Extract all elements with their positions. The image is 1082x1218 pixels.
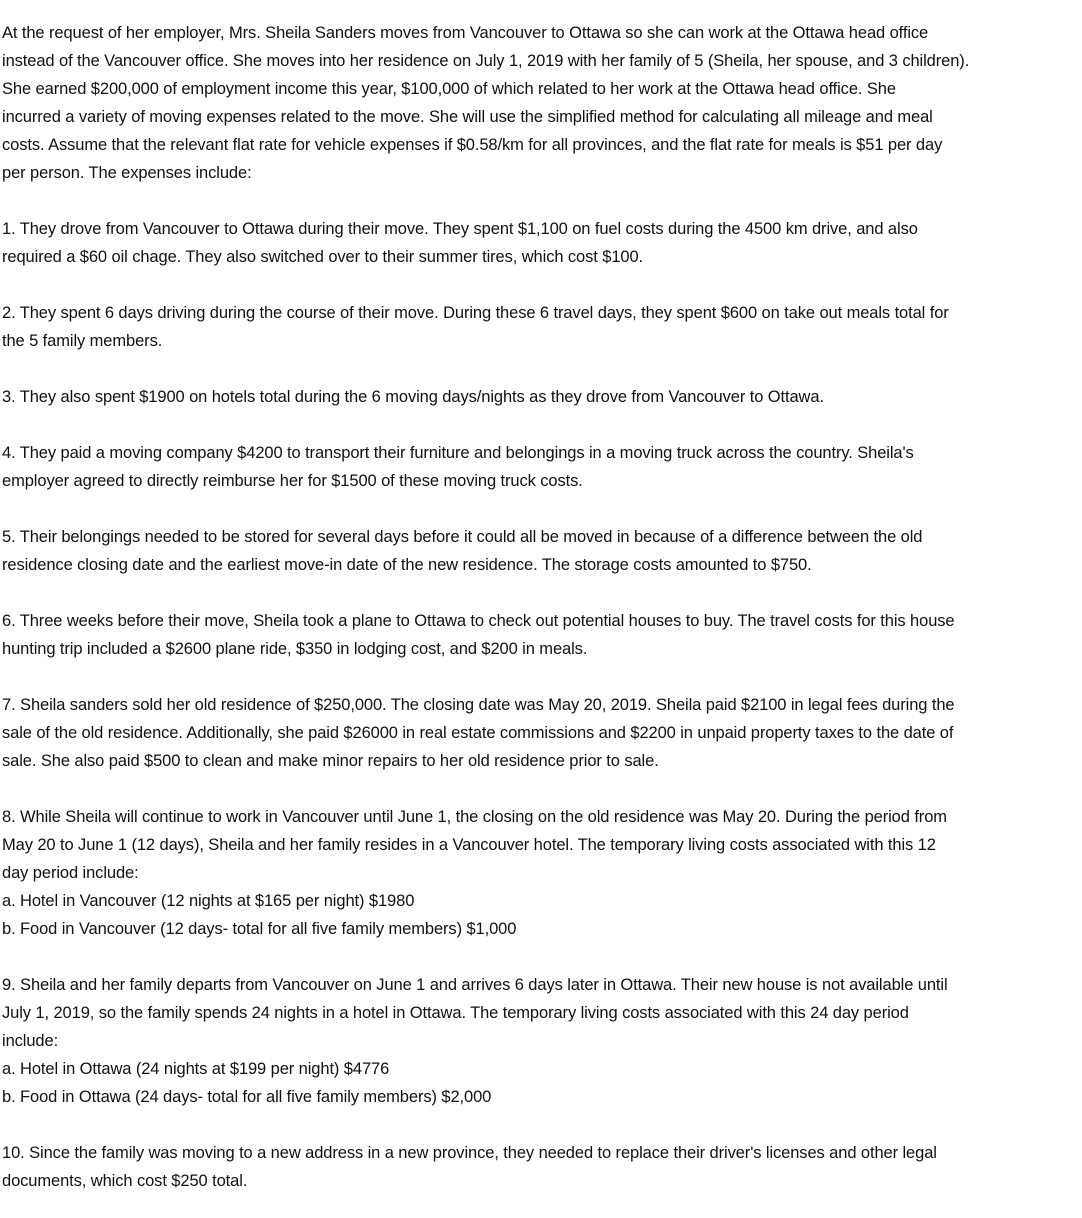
paragraph-gap <box>2 1111 1076 1139</box>
expense-item-line: b. Food in Vancouver (12 days- total for all five family members) $1,000 <box>2 920 517 938</box>
expense-item-1 <box>2 215 1076 271</box>
expense-item-line: 10. Since the family was moving to a new address in a new province, they needed to replace their driver's licenses and other legal <box>2 1144 937 1162</box>
paragraph-gap <box>2 495 1076 523</box>
expense-item-line: 6. Three weeks before their move, Sheila took a plane to Ottawa to check out potential houses to buy. The travel costs for this house <box>2 612 955 630</box>
expense-item-line: employer agreed to directly reimburse her for $1500 of these moving truck costs. <box>2 472 583 490</box>
paragraph-gap <box>2 579 1076 607</box>
expense-item-line: 2. They spent 6 days driving during the course of their move. During these 6 travel days, they spent $600 on take out meals total for <box>2 304 949 322</box>
expense-item-line: 3. They also spent $1900 on hotels total during the 6 moving days/nights as they drove from Vancouver to Ottawa. <box>2 388 824 406</box>
expense-item-line: May 20 to June 1 (12 days), Sheila and her family resides in a Vancouver hotel. The temporary living costs associated with this 12 <box>2 836 936 854</box>
intro-line: At the request of her employer, Mrs. Sheila Sanders moves from Vancouver to Ottawa so she can work at the Ottawa head office <box>2 24 929 42</box>
intro-paragraph <box>2 19 1076 187</box>
paragraph-gap <box>2 663 1076 691</box>
intro-line: per person. The expenses include: <box>2 164 252 182</box>
expense-item-line: July 1, 2019, so the family spends 24 nights in a hotel in Ottawa. The temporary living costs associated with this 24 day period <box>2 1004 909 1022</box>
paragraph-gap <box>2 271 1076 299</box>
intro-line: instead of the Vancouver office. She moves into her residence on July 1, 2019 with her family of 5 (Sheila, her spouse, and 3 children). <box>2 52 970 70</box>
expense-item-line: sale of the old residence. Additionally, she paid $26000 in real estate commissions and $2200 in unpaid property taxes to the date of <box>2 724 954 742</box>
intro-line: incurred a variety of moving expenses related to the move. She will use the simplified method for calculating all mileage and meal <box>2 108 933 126</box>
expense-item-line: hunting trip included a $2600 plane ride, $350 in lodging cost, and $200 in meals. <box>2 640 588 658</box>
expense-item-7 <box>2 691 1076 775</box>
expense-item-8 <box>2 803 1076 943</box>
expense-item-line: sale. She also paid $500 to clean and make minor repairs to her old residence prior to sale. <box>2 752 659 770</box>
expense-item-4 <box>2 439 1076 495</box>
expense-item-line: residence closing date and the earliest move-in date of the new residence. The storage costs amounted to $750. <box>2 556 812 574</box>
expense-item-line: the 5 family members. <box>2 332 163 350</box>
expense-list <box>2 187 1076 1195</box>
paragraph-gap <box>2 355 1076 383</box>
paragraph-gap <box>2 775 1076 803</box>
expense-item-line: 5. Their belongings needed to be stored for several days before it could all be moved in because of a difference between the old <box>2 528 923 546</box>
expense-item-10 <box>2 1139 1076 1195</box>
intro-line: costs. Assume that the relevant flat rate for vehicle expenses if $0.58/km for all provinces, and the flat rate for meals is $51 per day <box>2 136 943 154</box>
paragraph-gap <box>2 411 1076 439</box>
expense-item-line: required a $60 oil chage. They also switched over to their summer tires, which cost $100. <box>2 248 644 266</box>
expense-item-2 <box>2 299 1076 355</box>
expense-item-6 <box>2 607 1076 663</box>
expense-item-9 <box>2 971 1076 1111</box>
expense-item-line: documents, which cost $250 total. <box>2 1172 248 1190</box>
paragraph-gap <box>2 943 1076 971</box>
expense-item-3 <box>2 383 1076 411</box>
expense-item-line: 1. They drove from Vancouver to Ottawa during their move. They spent $1,100 on fuel costs during the 4500 km drive, and also <box>2 220 918 238</box>
document-body <box>2 19 1076 1195</box>
expense-item-5 <box>2 523 1076 579</box>
expense-item-line: 9. Sheila and her family departs from Vancouver on June 1 and arrives 6 days later in Ottawa. Their new house is not available until <box>2 976 948 994</box>
expense-item-line: day period include: <box>2 864 139 882</box>
paragraph-gap <box>2 187 1076 215</box>
intro-line: She earned $200,000 of employment income this year, $100,000 of which related to her work at the Ottawa head office. She <box>2 80 896 98</box>
expense-item-line: a. Hotel in Ottawa (24 nights at $199 per night) $4776 <box>2 1060 390 1078</box>
expense-item-line: 8. While Sheila will continue to work in Vancouver until June 1, the closing on the old residence was May 20. During the period from <box>2 808 947 826</box>
expense-item-line: include: <box>2 1032 59 1050</box>
expense-item-line: b. Food in Ottawa (24 days- total for all five family members) $2,000 <box>2 1088 492 1106</box>
expense-item-line: a. Hotel in Vancouver (12 nights at $165 per night) $1980 <box>2 892 415 910</box>
expense-item-line: 7. Sheila sanders sold her old residence of $250,000. The closing date was May 20, 2019. Sheila paid $2100 in legal fees during the <box>2 696 955 714</box>
expense-item-line: 4. They paid a moving company $4200 to transport their furniture and belongings in a moving truck across the country. Sheila's <box>2 444 914 462</box>
